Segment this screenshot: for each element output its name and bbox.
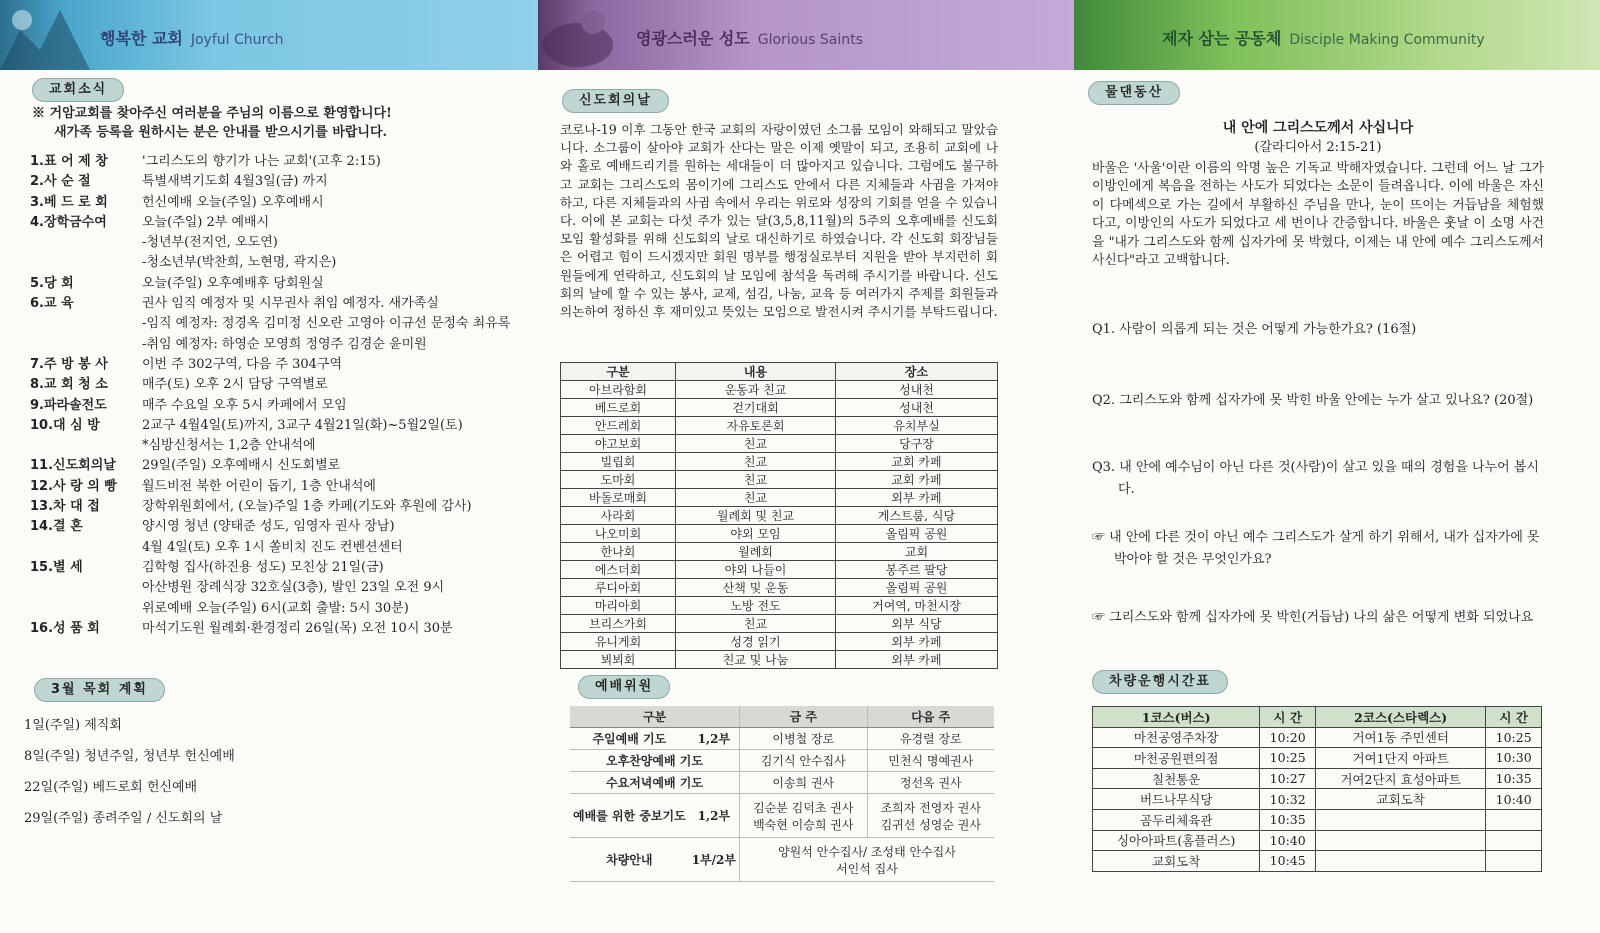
table-cell: 외부 식당: [836, 615, 998, 633]
worship-next-week: [867, 728, 994, 750]
worship-this-week: [739, 728, 867, 750]
news-item: [30, 558, 530, 578]
table-cell: [1316, 851, 1486, 872]
worship-part: 1,2부: [689, 794, 740, 838]
table-cell: 사라회: [561, 507, 676, 525]
table-row: [1093, 727, 1542, 748]
news-item: [30, 456, 530, 476]
table-cell: 올림픽 공원: [836, 525, 998, 543]
worship-next-week: [867, 794, 994, 838]
table-cell: 빌립회: [561, 453, 676, 471]
worship-role: 주일예배 기도: [570, 728, 689, 750]
table-header-cell: 내용: [676, 363, 836, 381]
worship-name: 이송희 권사: [772, 776, 835, 790]
news-item-label: [30, 436, 142, 456]
table-cell: 10:35: [1260, 809, 1316, 830]
table-cell: [1486, 851, 1542, 872]
council-table: [560, 362, 998, 669]
news-item-text: 이번 주 302구역, 다음 주 304구역: [142, 356, 343, 372]
worship-name: 조희자 전영자 권사: [880, 800, 981, 815]
table-header-cell: 다음 주: [867, 706, 994, 728]
news-item-label: 14.결 혼: [30, 519, 83, 535]
table-cell: 운동과 친교: [676, 381, 836, 399]
worship-this-week: [739, 794, 867, 838]
news-item-text: 양시영 청년 (양태준 성도, 임영자 권사 장남): [142, 519, 395, 535]
news-item-text: 아산병원 장례식장 32호실(3층), 발인 23일 오전 9시: [142, 580, 445, 596]
table-cell: 교회도착: [1316, 789, 1486, 810]
table-row: [570, 838, 994, 882]
news-item-label: 9.파라솔전도: [30, 397, 107, 413]
water-well-label: 물댄동산: [1088, 81, 1180, 105]
news-item: [30, 436, 530, 456]
table-cell: 싱아아파트(홈플러스): [1093, 830, 1260, 851]
news-item: [30, 172, 530, 192]
news-item: [30, 294, 530, 314]
news-item-label: [30, 233, 142, 253]
table-row: [570, 728, 994, 750]
news-item-label: [30, 335, 142, 355]
table-row: [561, 579, 998, 597]
news-item-text: 오늘(주일) 2부 예배시: [142, 214, 270, 230]
worship-committee-label: 예배위원: [578, 675, 670, 699]
news-item: [30, 416, 530, 436]
worship-this-week: [739, 838, 994, 882]
table-cell: 10:40: [1260, 830, 1316, 851]
question-1: Q1. 사람이 의롭게 되는 것은 어떻게 가능한가요? (16절): [1092, 322, 1417, 337]
news-item-label: 4.장학금수여: [30, 214, 107, 230]
worship-this-week: [739, 772, 867, 794]
worship-role: 예배를 위한 중보기도: [570, 794, 689, 838]
table-header-cell: 2코스(스타렉스): [1316, 707, 1486, 728]
news-item-label: 1.표 어 제 창: [30, 154, 108, 169]
worship-name: 김순분 김덕초 권사: [753, 800, 854, 815]
news-item-text: 오늘(주일) 오후예배후 당회원실: [142, 275, 324, 291]
table-cell: 교회: [836, 543, 998, 561]
march-plan-list: [24, 710, 235, 834]
news-item-label: [30, 253, 142, 273]
table-cell: 외부 카페: [836, 633, 998, 651]
table-cell: 10:35: [1486, 768, 1542, 789]
news-item: [30, 497, 530, 517]
table-row: [1093, 851, 1542, 872]
news-item: [30, 213, 530, 233]
worship-name: 서인석 집사: [836, 861, 898, 876]
plan-item: 1일(주일) 제직회: [24, 718, 122, 733]
news-item: [30, 314, 530, 334]
table-cell: 친교: [676, 615, 836, 633]
worship-name: 정선옥 권사: [899, 776, 962, 790]
table-row: [561, 435, 998, 453]
table-cell: 10:40: [1486, 789, 1542, 810]
table-cell: 교회 카페: [836, 471, 998, 489]
table-cell: 친교: [676, 471, 836, 489]
table-header-cell: 장소: [836, 363, 998, 381]
table-row: [1093, 789, 1542, 810]
question-3: Q3. 내 안에 예수님이 아닌 다른 것(사람)이 살고 있을 때의 경험을 나누어 봅시다.: [1092, 460, 1539, 497]
table-cell: 유치부실: [836, 417, 998, 435]
church-news-list: [30, 152, 530, 639]
news-item-text: 월드비전 북한 어린이 돕기, 1층 안내석에: [142, 478, 376, 494]
table-cell: 월례회: [676, 543, 836, 561]
table-cell: 에스더회: [561, 561, 676, 579]
news-item-label: 7.주 방 봉 사: [30, 356, 108, 372]
sermon-body: 바울은 '사울'이란 이름의 악명 높은 기독교 박해자였습니다. 그런데 어느 날 그가 이방인에게 복음을 전하는 사도가 되었다는 소문이 들려옵니다. 이에 바울은 자신이 다메섹으로 가는 길에서 부활하신 주님을 만나, 눈이 뜨이는 거듭남을 체험했다고, 이방인의 사도가 되었다고 세 번이나 간증합니다. 바울은 훗날 이 소명 사건을 "내가 그리스도와 함께 십자가에 못 박혔다, 이제는 내 안에 예수 그리스도께서 사신다"라고 고백합니다.: [1092, 161, 1544, 269]
table-row: [561, 507, 998, 525]
table-cell: 친교: [676, 453, 836, 471]
news-item: [30, 375, 530, 395]
news-item: [30, 335, 530, 355]
table-row: [561, 543, 998, 561]
table-cell: 노방 전도: [676, 597, 836, 615]
table-cell: 마천공영주차장: [1093, 727, 1260, 748]
news-item-text: 권사 임직 예정자 및 시무권사 취임 예정자. 새가족실: [142, 296, 439, 312]
table-header-cell: 금 주: [739, 706, 867, 728]
table-cell: 성내천: [836, 381, 998, 399]
worship-this-week: [739, 750, 867, 772]
table-cell: 루디아회: [561, 579, 676, 597]
news-item: [30, 477, 530, 497]
table-cell: 안드레회: [561, 417, 676, 435]
table-cell: 야외 나들이: [676, 561, 836, 579]
news-item-text: 김학형 집사(하진용 성도) 모친상 21일(금): [142, 559, 384, 575]
welcome-notice: ※ 거암교회를 찾아주신 여러분을 주님의 이름으로 환영합니다! 새가족 등록을 원하시는 분은 안내를 받으시기를 바랍니다.: [32, 106, 392, 140]
table-cell: 거여2단지 효성아파트: [1316, 768, 1486, 789]
council-day-paragraph: 코로나-19 이후 그동안 한국 교회의 자랑이였던 소그룹 모임이 와해되고 말았습니다. 소그룹이 살아야 교회가 산다는 말은 이제 옛말이 되고, 조용히 교회에 나와 홀로 예배드리기를 원하는 세대들이 더 많아지고 있습니다. 그럼에도 불구하고 교회는 그리스도의 몸이기에 그리스도 안에서 다른 지체들과 사귐을 가져야 하고, 다른 지체들과의 사귐 속에서 우리는 위로와 성장의 기회를 얻을 수 있습니다. 이에 본 교회는 다섯 주가 있는 달(3,5,8,11월)의 5주의 오후예배를 신도회 모임 활성화를 위해 신도회의 날로 대신하기로 하였습니다. 각 신도회 회장님들은 어렵고 힘이 드시겠지만 회원 명부를 행정실로부터 지원을 받아 부지런히 회원들에게 연락하고, 신도회의 날 모임에 참석을 독려해 주시기를 바랍니다. 신도회의 날에 할 수 있는 봉사, 교제, 섬김, 나눔, 교육 등 여러가지 주제를 회원들과 의논하여 정하신 후 재미있고 뜻있는 모임으로 발전시켜 주시기를 부탁드립니다.: [560, 122, 998, 320]
worship-committee-table: [570, 706, 994, 882]
news-item-label: 12.사 랑 의 빵: [30, 478, 117, 494]
table-header-cell: 구분: [561, 363, 676, 381]
table-row: [561, 615, 998, 633]
table-row: [570, 772, 994, 794]
table-cell: 봉주르 팔당: [836, 561, 998, 579]
table-row: [561, 633, 998, 651]
news-item-text: *심방신청서는 1,2층 안내석에: [142, 438, 316, 454]
news-item-label: 10.대 심 방: [30, 417, 100, 433]
table-row: [1093, 809, 1542, 830]
photo-decoration: [538, 0, 628, 70]
worship-name: 백숙현 이승희 권사: [753, 817, 854, 832]
worship-next-week: [867, 750, 994, 772]
question-2: Q2. 그리스도와 함께 십자가에 못 박힌 바울 안에는 누가 살고 있나요? (20절): [1092, 393, 1534, 408]
news-item: [30, 396, 530, 416]
table-cell: 베드로회: [561, 399, 676, 417]
worship-name: 김귀선 성영순 권사: [880, 817, 981, 832]
section-title: 영광스러운 성도 Glorious Saints: [636, 29, 863, 48]
table-header-cell: 구분: [570, 706, 739, 728]
news-item-text: 장학위원회에서, (오늘)주일 1층 카페(기도와 후원에 감사): [142, 499, 472, 515]
news-item: [30, 193, 530, 213]
table-cell: 당구장: [836, 435, 998, 453]
news-item-label: 2.사 순 절: [30, 174, 91, 190]
worship-name: 이병철 장로: [772, 732, 835, 746]
table-header-cell: 시 간: [1260, 707, 1316, 728]
plan-item: 8일(주일) 청년주일, 청년부 헌신예배: [24, 749, 235, 764]
table-cell: 야외 모임: [676, 525, 836, 543]
news-item-text: -청소년부(박찬희, 노현명, 곽지은): [142, 255, 337, 271]
table-cell: [1486, 830, 1542, 851]
table-cell: 외부 카페: [836, 489, 998, 507]
table-cell: 버드나무식당: [1093, 789, 1260, 810]
church-news-label: 교회소식: [32, 78, 124, 102]
table-header-row: [561, 363, 998, 381]
table-cell: [1316, 830, 1486, 851]
council-day-label: 신도회의날: [562, 89, 669, 113]
worship-name: 양원석 안수집사/ 조성태 안수집사: [778, 844, 956, 859]
worship-next-week: [867, 772, 994, 794]
worship-role: 수요저녁예배 기도: [570, 772, 739, 794]
reflection-2: ☞ 그리스도와 함께 십자가에 못 박힌(거듭남) 나의 삶은 어떻게 변화 되었나요: [1092, 610, 1534, 625]
header-band-glorious: [538, 0, 1074, 70]
news-item: [30, 538, 530, 558]
news-item: [30, 619, 530, 639]
table-cell: 걷기대회: [676, 399, 836, 417]
table-row: [561, 453, 998, 471]
table-row: [570, 750, 994, 772]
table-cell: 교회 카페: [836, 453, 998, 471]
table-cell: 칠천통운: [1093, 768, 1260, 789]
reflection-1: ☞ 내 안에 다른 것이 아닌 예수 그리스도가 살게 하기 위해서, 내가 십자가에 못 박아야 할 것은 무엇인가요?: [1092, 530, 1540, 567]
news-item-text: 특별새벽기도회 4월3일(금) 까지: [142, 174, 328, 190]
news-item-label: [30, 314, 142, 334]
news-item-label: 5.당 회: [30, 275, 74, 291]
table-cell: 도마회: [561, 471, 676, 489]
table-cell: 게스트룸, 식당: [836, 507, 998, 525]
column-joyful-church: [0, 0, 538, 933]
news-item-text: 2교구 4월4일(토)까지, 3교구 4월21일(화)~5월2일(토): [142, 417, 463, 433]
table-row: [561, 561, 998, 579]
news-item-text: -임직 예정자: 정경옥 김미정 신오란 고영아 이규선 문정숙 최유록: [142, 316, 511, 332]
news-item-text: 4월 4일(토) 오후 1시 쏠비치 진도 컨벤션센터: [142, 539, 403, 555]
news-item: [30, 599, 530, 619]
table-row: [561, 381, 998, 399]
table-cell: 성경 읽기: [676, 633, 836, 651]
section-title: 제자 삼는 공동체 Disciple Making Community: [1162, 29, 1485, 48]
table-cell: 성내천: [836, 399, 998, 417]
table-cell: 한나회: [561, 543, 676, 561]
table-cell: 야고보회: [561, 435, 676, 453]
table-row: [1093, 830, 1542, 851]
news-item: [30, 152, 530, 172]
table-header-row: [570, 706, 994, 728]
table-cell: 거여1단지 아파트: [1316, 748, 1486, 769]
news-item: [30, 578, 530, 598]
table-cell: 곰두리체육관: [1093, 809, 1260, 830]
news-item-text: -취임 예정자: 하영순 모영희 정영주 김경순 윤미원: [142, 336, 427, 352]
table-row: [561, 399, 998, 417]
table-cell: 마리아회: [561, 597, 676, 615]
plan-item: 29일(주일) 종려주일 / 신도회의 날: [24, 811, 223, 826]
news-item-text: 마석기도원 월례회·환경정리 26일(목) 오전 10시 30분: [142, 620, 453, 636]
table-cell: 유니게회: [561, 633, 676, 651]
table-cell: 교회도착: [1093, 851, 1260, 872]
table-cell: 산책 및 운동: [676, 579, 836, 597]
table-header-row: [1093, 707, 1542, 728]
table-cell: 뵈뵈회: [561, 651, 676, 669]
news-item-text: 헌신예배 오늘(주일) 오후예배시: [142, 194, 324, 210]
news-item: [30, 517, 530, 537]
table-cell: 10:45: [1260, 851, 1316, 872]
table-cell: 친교: [676, 489, 836, 507]
news-item-label: 11.신도회의날: [30, 458, 116, 474]
table-row: [561, 417, 998, 435]
table-cell: 10:20: [1260, 727, 1316, 748]
vehicle-schedule-table: [1092, 706, 1542, 872]
news-item-label: [30, 538, 142, 558]
table-cell: 10:30: [1486, 748, 1542, 769]
news-item-text: 29일(주일) 오후예배시 신도회별로: [142, 458, 341, 474]
news-item-label: 13.차 대 접: [30, 499, 100, 515]
march-plan-label: 3월 목회 계획: [34, 678, 165, 702]
news-item-label: [30, 599, 142, 619]
header-band-disciple: [1074, 0, 1600, 70]
news-item-label: 6.교 육: [30, 296, 74, 312]
news-item: [30, 253, 530, 273]
worship-role: 차량안내: [570, 838, 689, 882]
news-item: [30, 274, 530, 294]
section-title: 행복한 교회 Joyful Church: [100, 29, 284, 48]
table-cell: 거여역, 마천시장: [836, 597, 998, 615]
table-row: [1093, 748, 1542, 769]
table-cell: 아브라함회: [561, 381, 676, 399]
news-item: [30, 233, 530, 253]
worship-name: 민천식 명예권사: [888, 754, 974, 768]
table-cell: 자유토론회: [676, 417, 836, 435]
worship-role: 오후찬양예배 기도: [570, 750, 739, 772]
news-item-label: [30, 578, 142, 598]
photo-decoration: [0, 0, 90, 70]
table-cell: 바돌로매회: [561, 489, 676, 507]
table-row: [561, 471, 998, 489]
news-item-label: 16.성 품 회: [30, 620, 100, 636]
table-header-cell: 1코스(버스): [1093, 707, 1260, 728]
table-cell: 월례회 및 친교: [676, 507, 836, 525]
table-cell: 10:25: [1486, 727, 1542, 748]
news-item-text: '그리스도의 향기가 나는 교회'(고후 2:15): [142, 154, 381, 169]
worship-name: 유경렬 장로: [899, 732, 962, 746]
table-row: [561, 525, 998, 543]
table-row: [561, 489, 998, 507]
vehicle-schedule-label: 차량운행시간표: [1092, 670, 1228, 694]
table-cell: 친교: [676, 435, 836, 453]
table-cell: 올림픽 공원: [836, 579, 998, 597]
table-cell: 친교 및 나눔: [676, 651, 836, 669]
table-cell: 나오미회: [561, 525, 676, 543]
table-cell: 브리스가회: [561, 615, 676, 633]
news-item-text: -청년부(전지언, 오도연): [142, 235, 278, 251]
table-cell: 외부 카페: [836, 651, 998, 669]
table-cell: [1486, 809, 1542, 830]
table-cell: 10:32: [1260, 789, 1316, 810]
news-item-label: 15.별 세: [30, 559, 83, 575]
table-cell: [1316, 809, 1486, 830]
sermon-reference: (갈라디아서 2:15-21): [1254, 140, 1382, 155]
worship-part: 1부/2부: [689, 838, 740, 882]
worship-name: 김기식 안수집사: [760, 754, 846, 768]
table-cell: 거여1동 주민센터: [1316, 727, 1486, 748]
table-header-cell: 시 간: [1486, 707, 1542, 728]
table-cell: 10:27: [1260, 768, 1316, 789]
worship-part: 1,2부: [689, 728, 740, 750]
news-item-text: 위로예배 오늘(주일) 6시(교회 출발: 5시 30분): [142, 600, 409, 616]
news-item-text: 매주(토) 오후 2시 담당 구역별로: [142, 377, 328, 393]
news-item-label: 8.교 회 청 소: [30, 377, 108, 393]
table-row: [561, 651, 998, 669]
sermon-title: 내 안에 그리스도께서 사십니다 (갈라디아서 2:15-21): [1090, 118, 1546, 158]
news-item: [30, 355, 530, 375]
table-row: [561, 597, 998, 615]
header-band-joyful: [0, 0, 538, 70]
table-row: [1093, 768, 1542, 789]
table-cell: 마천공원편의점: [1093, 748, 1260, 769]
news-item-label: 3.베 드 로 회: [30, 194, 108, 210]
table-cell: 10:25: [1260, 748, 1316, 769]
plan-item: 22일(주일) 베드로회 헌신예배: [24, 780, 198, 795]
table-row: [570, 794, 994, 838]
news-item-text: 매주 수요일 오후 5시 카페에서 모임: [142, 397, 347, 413]
